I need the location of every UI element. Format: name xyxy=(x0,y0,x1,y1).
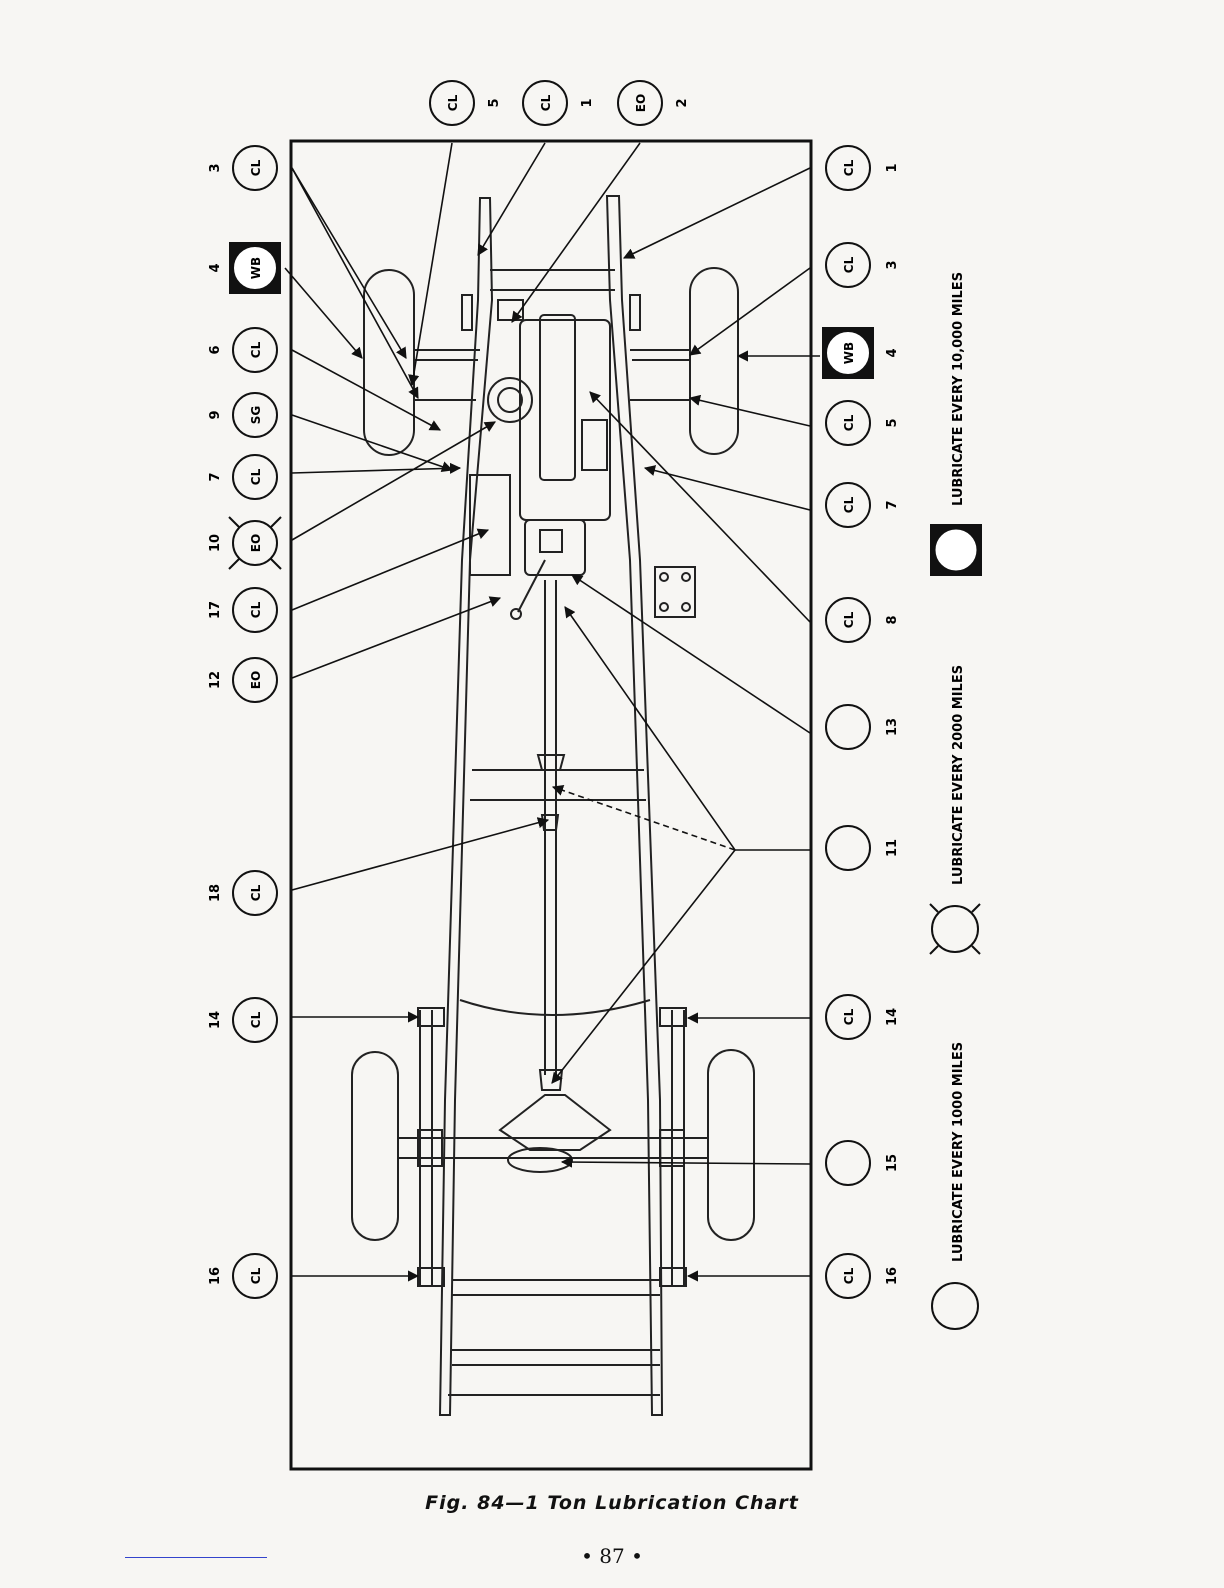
callout-number: 9 xyxy=(208,410,223,420)
callout-14-cl xyxy=(826,995,900,1039)
callout-number: 4 xyxy=(885,348,900,358)
callout-code-label: EO xyxy=(249,670,263,690)
callout-number: 6 xyxy=(208,345,223,355)
callout-number: 11 xyxy=(885,838,900,858)
callout-2-eo xyxy=(618,81,690,125)
callout-code-label: CL xyxy=(842,256,856,274)
callout-circle xyxy=(826,705,870,749)
figure-caption: Fig. 84—1 Ton Lubrication Chart xyxy=(425,1492,799,1514)
callout-code-label: CL xyxy=(249,601,263,619)
callout-5-cl xyxy=(826,401,900,445)
legend-every-10000-label: LUBRICATE EVERY 10,000 MILES xyxy=(951,271,966,506)
callout-5-cl xyxy=(430,81,502,125)
callout-circle xyxy=(826,1141,870,1185)
legend-every-2000-label: LUBRICATE EVERY 2000 MILES xyxy=(951,664,966,885)
callout-cross-tick xyxy=(271,559,281,569)
callout-number: 18 xyxy=(208,883,223,903)
callout-11-blank xyxy=(826,826,900,870)
legend-crossed-circle-symbol xyxy=(932,906,978,952)
callout-code-label: WB xyxy=(249,256,263,280)
callout-8-cl xyxy=(826,598,900,642)
callout-number: 15 xyxy=(885,1153,900,1173)
callout-number: 8 xyxy=(885,615,900,625)
callout-number: 7 xyxy=(885,500,900,510)
callout-1-cl xyxy=(826,146,900,190)
callout-code-label: CL xyxy=(249,884,263,902)
footer-rule xyxy=(125,1557,267,1558)
callout-code-label: CL xyxy=(842,611,856,629)
callout-number: 17 xyxy=(208,600,223,620)
callout-15-blank xyxy=(826,1141,900,1185)
legend xyxy=(930,272,982,1329)
callout-6-cl xyxy=(208,328,277,372)
callout-number: 3 xyxy=(885,260,900,270)
callout-number: 2 xyxy=(675,98,690,108)
callout-code-label: CL xyxy=(249,1267,263,1285)
callout-number: 16 xyxy=(208,1266,223,1286)
callout-number: 3 xyxy=(208,163,223,173)
callout-cross-tick xyxy=(229,517,239,527)
callout-code-label: EO xyxy=(634,93,648,113)
legend-every-1000-miles xyxy=(932,1042,978,1329)
callout-code-label: EO xyxy=(249,533,263,553)
callout-number: 4 xyxy=(208,263,223,273)
callout-code-label: SG xyxy=(249,405,263,425)
page-number: • 87 • xyxy=(581,1544,643,1568)
callout-12-eo xyxy=(208,658,277,702)
callout-17-cl xyxy=(208,588,277,632)
callout-code-label: CL xyxy=(249,468,263,486)
callout-code-label: CL xyxy=(842,1008,856,1026)
callout-1-cl xyxy=(523,81,595,125)
callout-7-cl xyxy=(208,455,277,499)
callout-number: 10 xyxy=(208,533,223,553)
callout-code-label: CL xyxy=(249,159,263,177)
callout-7-cl xyxy=(826,483,900,527)
callout-code-label: CL xyxy=(842,159,856,177)
callout-16-cl xyxy=(208,1254,277,1298)
callout-cross-tick xyxy=(271,517,281,527)
legend-every-10000-miles xyxy=(930,272,982,576)
callout-18-cl xyxy=(208,871,277,915)
callout-number: 7 xyxy=(208,472,223,482)
callout-9-sg xyxy=(208,393,277,437)
diagram-frame xyxy=(291,141,811,1469)
callout-code-label: CL xyxy=(249,1011,263,1029)
callout-13-blank xyxy=(826,705,900,749)
callout-code-label: CL xyxy=(842,496,856,514)
callout-number: 1 xyxy=(580,98,595,108)
callout-number: 5 xyxy=(487,98,502,108)
legend-every-2000-miles xyxy=(930,665,980,954)
callout-number: 14 xyxy=(208,1010,223,1030)
callout-code-label: WB xyxy=(842,341,856,365)
callout-4-wb xyxy=(208,242,281,294)
callout-code-label: CL xyxy=(446,94,460,112)
callout-3-cl xyxy=(208,146,277,190)
leader-lines xyxy=(285,143,820,1276)
callout-number: 1 xyxy=(885,163,900,173)
callout-code-label: CL xyxy=(249,341,263,359)
legend-plain-circle-symbol xyxy=(932,1283,978,1329)
callout-code-label: CL xyxy=(842,1267,856,1285)
callout-number: 13 xyxy=(885,717,900,737)
callout-circle xyxy=(826,826,870,870)
callout-16-cl xyxy=(826,1254,900,1298)
callout-number: 16 xyxy=(885,1266,900,1286)
callout-4-wb xyxy=(822,327,900,379)
callout-code-label: CL xyxy=(539,94,553,112)
callout-cross-tick xyxy=(229,559,239,569)
callout-10-eo xyxy=(208,517,281,569)
callout-number: 14 xyxy=(885,1007,900,1027)
callout-3-cl xyxy=(826,243,900,287)
callout-code-label: CL xyxy=(842,414,856,432)
callout-number: 5 xyxy=(885,418,900,428)
callout-14-cl xyxy=(208,998,277,1042)
callout-number: 12 xyxy=(208,670,223,690)
legend-every-1000-label: LUBRICATE EVERY 1000 MILES xyxy=(951,1041,966,1262)
